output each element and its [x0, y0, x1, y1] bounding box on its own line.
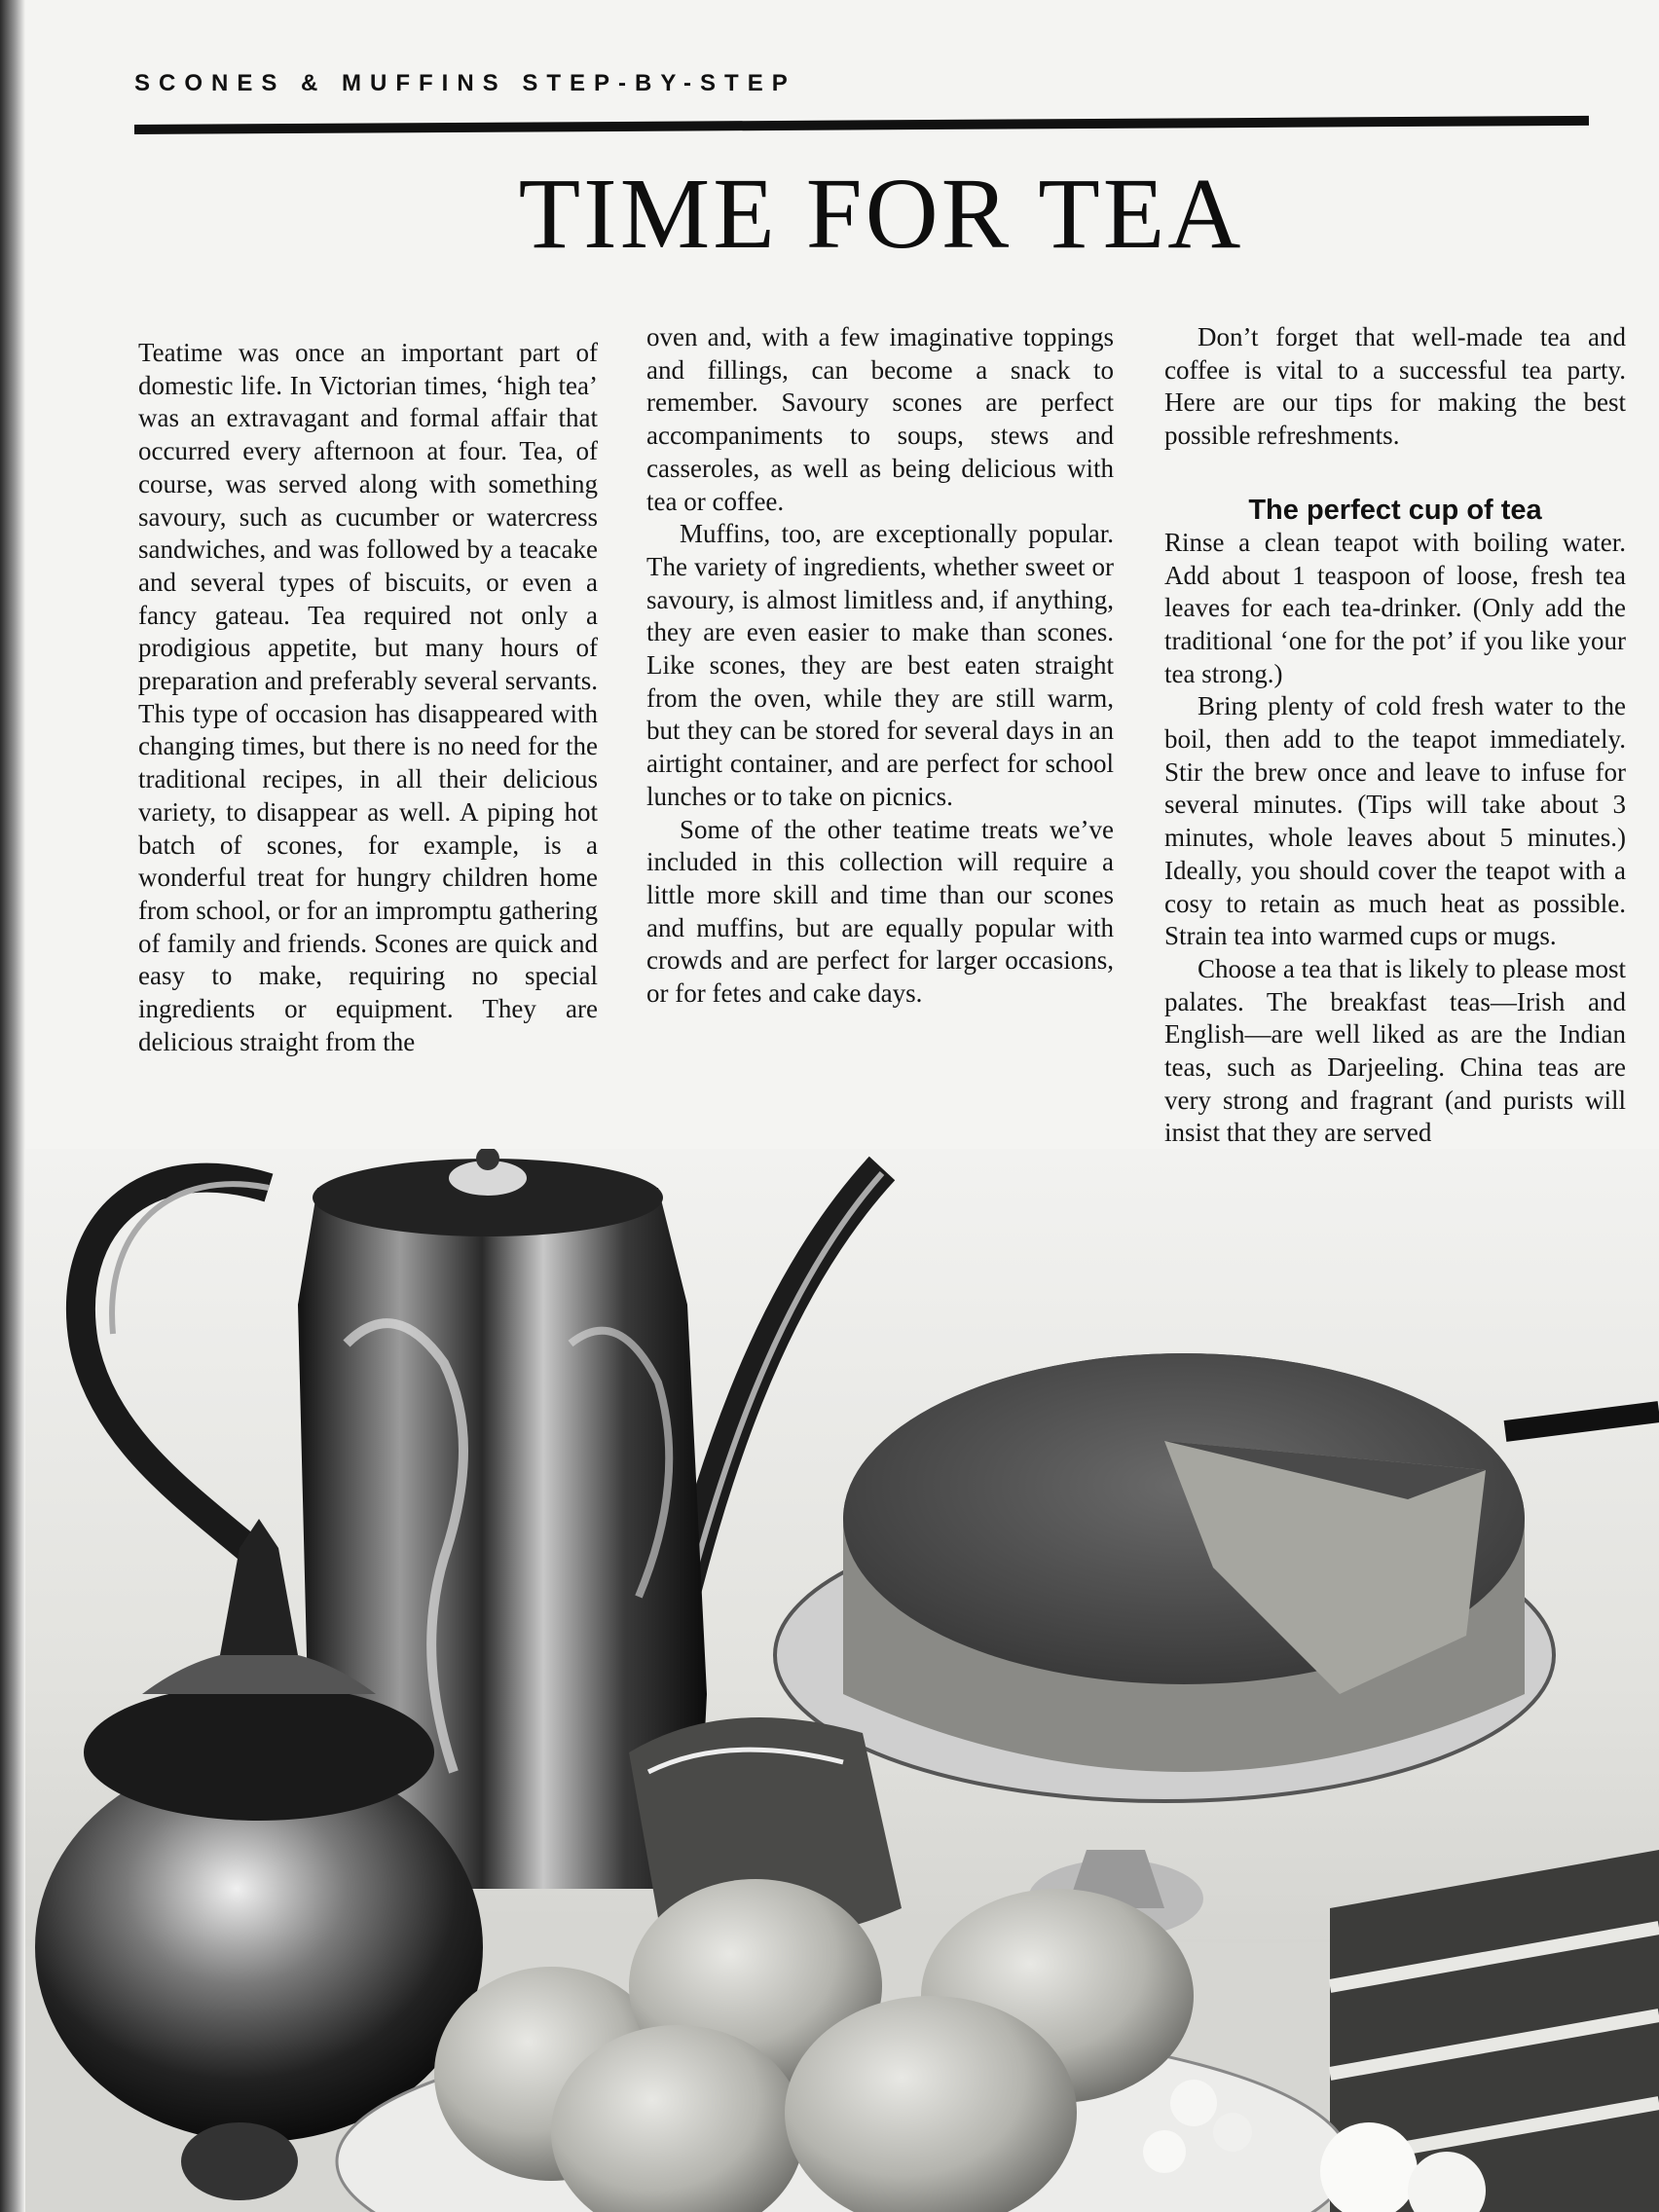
- intro-paragraph: Don’t forget that well-made tea and coffee is vital to a successful tea party. Here are our tips for making the best possible refreshments.: [1164, 322, 1626, 451]
- page-gutter-shadow: [0, 0, 25, 2212]
- section-header: SCONES & MUFFINS STEP-BY-STEP: [134, 70, 796, 96]
- paragraph: Some of the other teatime treats we’ve included in this collection will require a little more skill and time than our scones and muffins, but are equally popular with crowds and are perfect for larger occasions, or for fetes and cake days.: [646, 814, 1114, 1009]
- tea-service-photo: [25, 1149, 1659, 2212]
- paragraph: Choose a tea that is likely to please most palates. The breakfast teas—Irish and English—are well liked as are the Indian teas, such as Darjeeling. China teas are very strong and fragrant (and purists will insist that they are served: [1164, 953, 1626, 1148]
- text-column-2: [646, 321, 1114, 1011]
- paragraph: oven and, with a few imaginative toppings and fillings, can become a snack to remember. Savoury scones are perfect accompaniments to soups, stews and casseroles, as well as being delicious with tea or coffee.: [646, 322, 1114, 516]
- page-title: TIME FOR TEA: [518, 158, 1244, 270]
- paragraph: Bring plenty of cold fresh water to the boil, then add to the teapot immediately. Stir the brew once and leave to infuse for several minutes. (Tips will take about 3 minutes, whole leaves about 5 minutes.) Ideally, you should cover the teapot with a cosy to retain as much heat as possible. Strain tea into warmed cups or mugs.: [1164, 691, 1626, 951]
- header-rule: [134, 116, 1589, 134]
- text-column-1: [138, 337, 598, 1058]
- paragraph: Rinse a clean teapot with boiling water. Add about 1 teaspoon of loose, fresh tea leaves for each tea-drinker. (Only add the traditional ‘one for the pot’ if you like your tea strong.): [1164, 527, 1626, 688]
- paragraph: Teatime was once an important part of domestic life. In Victorian times, ‘high tea’ was an extravagant and formal affair that occurred every afternoon at four. Tea, of course, was served along with something savoury, such as cucumber or watercress sandwiches, and was followed by a teacake and several types of biscuits, or even a fancy gateau. Tea required not only a prodigious appetite, but many hours of preparation and preferably several servants. This type of occasion has disappeared with changing times, but there is no need for the traditional recipes, in all their delicious variety, to disappear as well. A piping hot batch of scones, for example, is a wonderful treat for hungry children home from school, or for an impromptu gathering of family and friends. Scones are quick and easy to make, requiring no special ingredients or equipment. They are delicious straight from the: [138, 338, 598, 1056]
- running-header: [134, 70, 1595, 97]
- text-column-3: [1164, 321, 1626, 1150]
- subheading: The perfect cup of tea: [1248, 494, 1542, 526]
- paragraph: Muffins, too, are exceptionally popular. The variety of ingredients, whether sweet or savoury, is almost limitless and, if anything, they are even easier to make than scones. Like scones, they are best eaten straight from the oven, while they are still warm, but they can be stored for several days in an airtight container, and are perfect for school lunches or to take on picnics.: [646, 519, 1114, 811]
